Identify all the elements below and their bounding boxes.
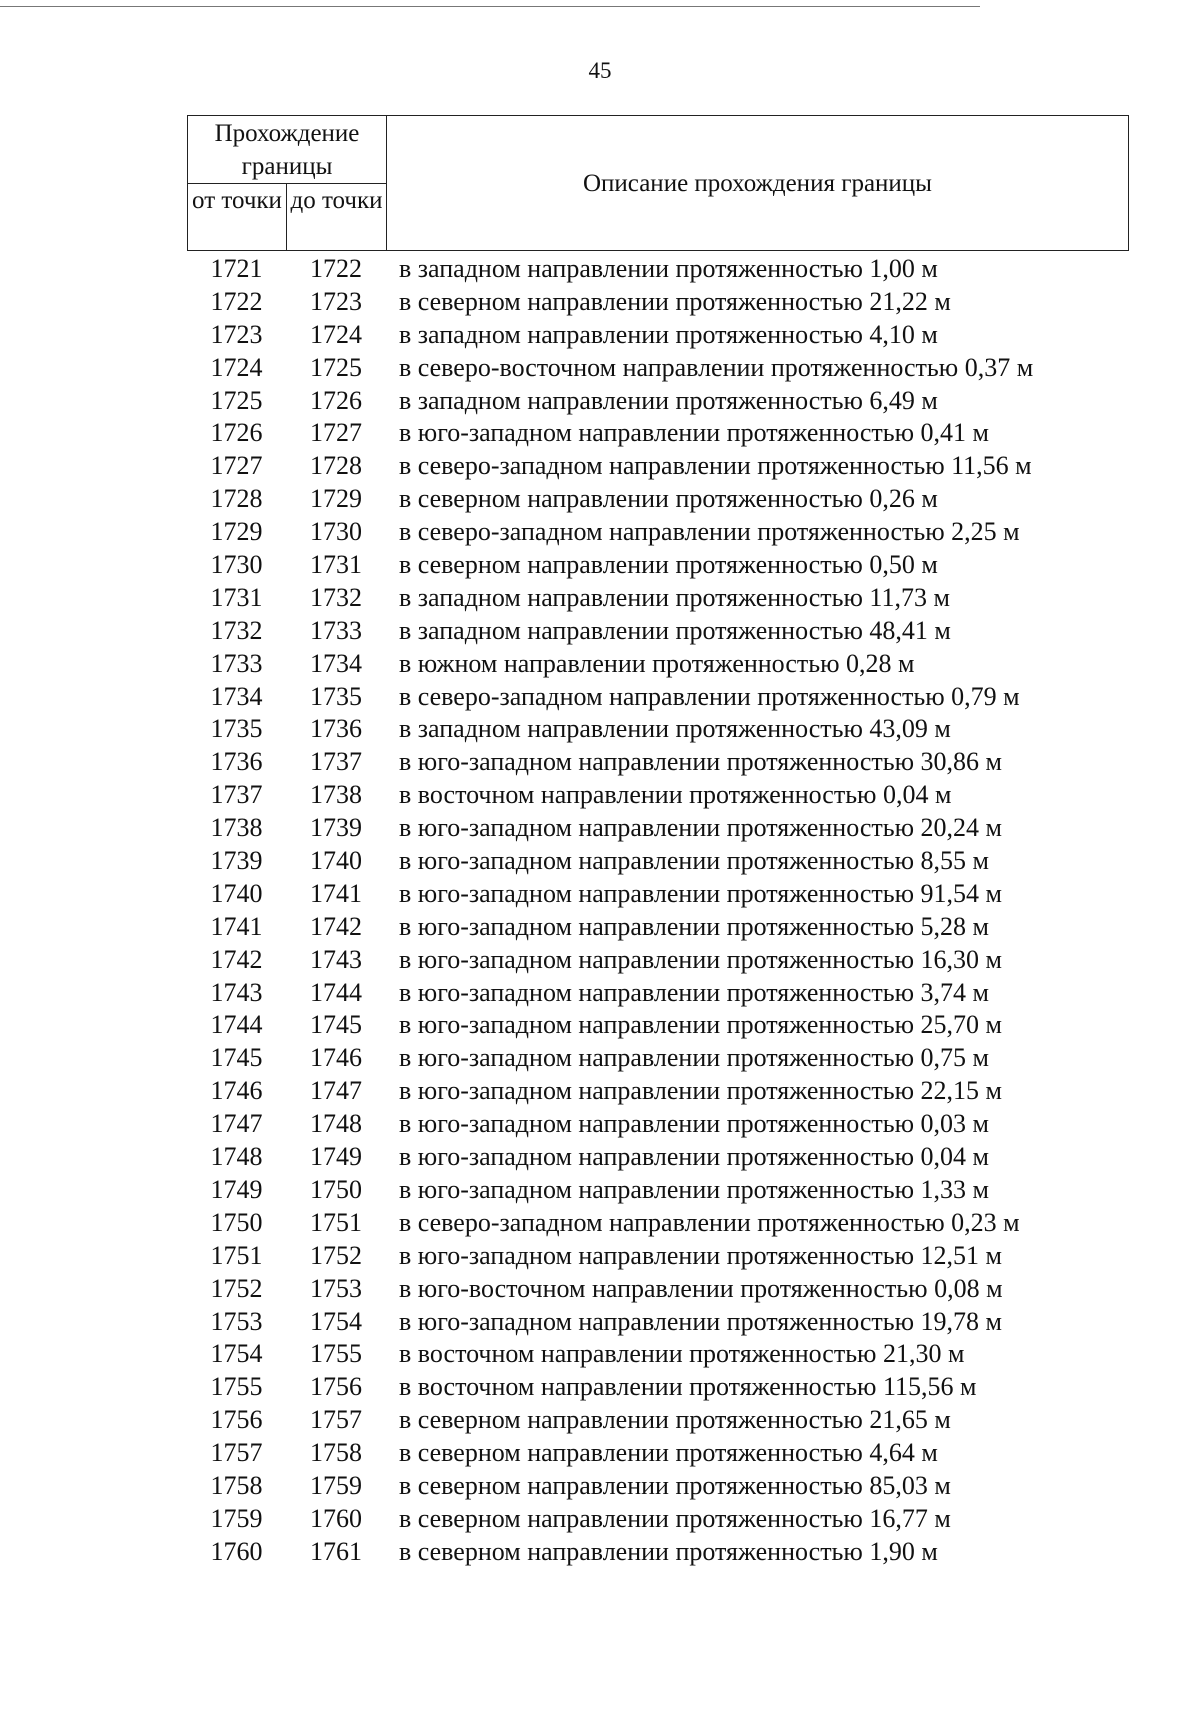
from-point-cell: 1745: [210, 1043, 263, 1073]
to-point-cell: 1745: [310, 1010, 362, 1040]
from-point-cell: 1734: [210, 681, 263, 711]
to-point-cell: 1760: [310, 1503, 362, 1533]
description-cell: в северном направлении протяженностью 21,22 м: [399, 286, 951, 316]
from-point-cell: 1754: [210, 1339, 263, 1369]
table-row: [187, 911, 1129, 944]
description-cell: в западном направлении протяженностью 43,09 м: [399, 714, 951, 744]
description-cell: в западном направлении протяженностью 11,73 м: [399, 582, 950, 612]
table-row: [187, 582, 1129, 615]
description-cell: в северном направлении протяженностью 85,03 м: [399, 1470, 951, 1500]
from-point-cell: 1757: [210, 1438, 263, 1468]
description-cell: в восточном направлении протяженностью 115,56 м: [399, 1372, 977, 1402]
table-row: [187, 1404, 1129, 1437]
description-cell: в северо-западном направлении протяженностью 0,23 м: [399, 1207, 1020, 1237]
to-point-cell: 1758: [310, 1438, 362, 1468]
table-row: [187, 681, 1129, 714]
description-cell: в южном направлении протяженностью 0,28 м: [399, 648, 915, 678]
description-cell: в западном направлении протяженностью 1,00 м: [399, 254, 938, 283]
from-point-cell: 1748: [210, 1142, 263, 1172]
from-point-cell: 1756: [210, 1405, 263, 1435]
to-point-cell: 1733: [310, 615, 362, 645]
table-row: [187, 1009, 1129, 1042]
description-cell: в восточном направлении протяженностью 21,30 м: [399, 1339, 965, 1369]
header-from-point: от точки: [188, 184, 287, 250]
from-point-cell: 1750: [210, 1207, 263, 1237]
description-cell: в юго-западном направлении протяженностью 0,75 м: [399, 1043, 989, 1073]
description-cell: в юго-западном направлении протяженностью 0,41 м: [399, 418, 989, 448]
scan-border-line: [0, 6, 980, 7]
description-cell: в юго-западном направлении протяженностью 3,74 м: [399, 977, 989, 1007]
table-row: [187, 878, 1129, 911]
to-point-cell: 1744: [310, 977, 362, 1007]
description-cell: в юго-западном направлении протяженностью 22,15 м: [399, 1076, 1002, 1106]
from-point-cell: 1749: [210, 1174, 263, 1204]
from-point-cell: 1725: [210, 385, 263, 415]
table-row: [187, 1075, 1129, 1108]
from-point-cell: 1743: [210, 977, 263, 1007]
to-point-cell: 1731: [310, 550, 362, 580]
from-point-cell: 1722: [210, 286, 263, 316]
to-point-cell: 1722: [310, 254, 362, 283]
page-number: 45: [588, 58, 612, 83]
to-point-cell: 1736: [310, 714, 362, 744]
from-point-cell: 1747: [210, 1109, 263, 1139]
to-point-cell: 1730: [310, 517, 362, 547]
description-cell: в юго-западном направлении протяженностью 0,03 м: [399, 1109, 989, 1139]
from-point-cell: 1730: [210, 550, 263, 580]
table-row: [187, 253, 1129, 286]
to-point-cell: 1735: [310, 681, 362, 711]
description-cell: в юго-западном направлении протяженностью 0,04 м: [399, 1142, 989, 1172]
table-row: [187, 516, 1129, 549]
description-cell: в юго-западном направлении протяженностью 30,86 м: [399, 747, 1002, 777]
to-point-cell: 1725: [310, 352, 362, 382]
from-point-cell: 1741: [210, 911, 263, 941]
to-point-cell: 1729: [310, 484, 362, 514]
to-point-cell: 1723: [310, 286, 362, 316]
description-cell: в юго-западном направлении протяженностью 25,70 м: [399, 1010, 1002, 1040]
table-row: [187, 549, 1129, 582]
table-row: [187, 812, 1129, 845]
to-point-cell: 1737: [310, 747, 362, 777]
table-row: [187, 1207, 1129, 1240]
description-cell: в юго-западном направлении протяженностью 91,54 м: [399, 878, 1002, 908]
to-point-cell: 1738: [310, 780, 362, 810]
to-point-cell: 1732: [310, 582, 362, 612]
to-point-cell: 1728: [310, 451, 362, 481]
table-row: [187, 1273, 1129, 1306]
to-point-cell: 1750: [310, 1174, 362, 1204]
table-row: [187, 1338, 1129, 1371]
header-boundary-passage: Прохождение границы: [188, 116, 387, 184]
to-point-cell: 1749: [310, 1142, 362, 1172]
table-row: [187, 1437, 1129, 1470]
from-point-cell: 1729: [210, 517, 263, 547]
to-point-cell: 1751: [310, 1207, 362, 1237]
to-point-cell: 1740: [310, 846, 362, 876]
from-point-cell: 1755: [210, 1372, 263, 1402]
description-cell: в западном направлении протяженностью 48,41 м: [399, 615, 951, 645]
description-cell: в северо-восточном направлении протяженностью 0,37 м: [399, 352, 1034, 382]
table-row: [187, 1306, 1129, 1339]
from-point-cell: 1753: [210, 1306, 263, 1336]
from-point-cell: 1739: [210, 846, 263, 876]
description-cell: в юго-западном направлении протяженностью 8,55 м: [399, 846, 989, 876]
description-cell: в западном направлении протяженностью 6,49 м: [399, 385, 938, 415]
table-row: [187, 746, 1129, 779]
description-cell: в северо-западном направлении протяженностью 2,25 м: [399, 517, 1020, 547]
from-point-cell: 1723: [210, 319, 263, 349]
description-cell: в юго-восточном направлении протяженностью 0,08 м: [399, 1273, 1003, 1303]
from-point-cell: 1737: [210, 780, 263, 810]
table-row: [187, 1108, 1129, 1141]
description-cell: в северном направлении протяженностью 0,50 м: [399, 550, 938, 580]
from-point-cell: 1746: [210, 1076, 263, 1106]
table-row: [187, 385, 1129, 418]
description-cell: в юго-западном направлении протяженностью 1,33 м: [399, 1174, 989, 1204]
description-cell: в юго-западном направлении протяженностью 5,28 м: [399, 911, 989, 941]
from-point-cell: 1744: [210, 1010, 263, 1040]
to-point-cell: 1752: [310, 1240, 362, 1270]
from-point-cell: 1726: [210, 418, 263, 448]
from-point-cell: 1742: [210, 944, 263, 974]
to-point-cell: 1734: [310, 648, 362, 678]
table-row: [187, 352, 1129, 385]
table-row: [187, 1536, 1129, 1569]
to-point-cell: 1726: [310, 385, 362, 415]
from-point-cell: 1752: [210, 1273, 263, 1303]
description-cell: в юго-западном направлении протяженностью 16,30 м: [399, 944, 1002, 974]
table-row: [187, 615, 1129, 648]
to-point-cell: 1743: [310, 944, 362, 974]
from-point-cell: 1727: [210, 451, 263, 481]
from-point-cell: 1735: [210, 714, 263, 744]
from-point-cell: 1733: [210, 648, 263, 678]
from-point-cell: 1751: [210, 1240, 263, 1270]
table-row: [187, 1141, 1129, 1174]
from-point-cell: 1731: [210, 582, 263, 612]
description-cell: в северном направлении протяженностью 21,65 м: [399, 1405, 951, 1435]
to-point-cell: 1759: [310, 1470, 362, 1500]
table-row: [187, 450, 1129, 483]
description-cell: в северном направлении протяженностью 4,64 м: [399, 1438, 938, 1468]
description-cell: в северо-западном направлении протяженностью 11,56 м: [399, 451, 1032, 481]
to-point-cell: 1757: [310, 1405, 362, 1435]
table-row: [187, 319, 1129, 352]
to-point-cell: 1746: [310, 1043, 362, 1073]
description-cell: в северо-западном направлении протяженностью 0,79 м: [399, 681, 1020, 711]
to-point-cell: 1727: [310, 418, 362, 448]
table-header: [187, 115, 1129, 251]
header-description: Описание прохождения границы: [583, 169, 932, 197]
table-row: [187, 417, 1129, 450]
description-cell: в северном направлении протяженностью 0,26 м: [399, 484, 938, 514]
table-body: [187, 253, 1129, 1569]
table-row: [187, 483, 1129, 516]
to-point-cell: 1742: [310, 911, 362, 941]
to-point-cell: 1754: [310, 1306, 362, 1336]
table-row: [187, 1371, 1129, 1404]
from-point-cell: 1758: [210, 1470, 263, 1500]
to-point-cell: 1756: [310, 1372, 362, 1402]
to-point-cell: 1748: [310, 1109, 362, 1139]
from-point-cell: 1736: [210, 747, 263, 777]
description-cell: в северном направлении протяженностью 16,77 м: [399, 1503, 951, 1533]
description-cell: в восточном направлении протяженностью 0,04 м: [399, 780, 952, 810]
to-point-cell: 1724: [310, 319, 362, 349]
to-point-cell: 1755: [310, 1339, 362, 1369]
to-point-cell: 1741: [310, 878, 362, 908]
to-point-cell: 1761: [310, 1536, 362, 1566]
from-point-cell: 1740: [210, 878, 263, 908]
to-point-cell: 1739: [310, 813, 362, 843]
table-row: [187, 779, 1129, 812]
table-row: [187, 1042, 1129, 1075]
to-point-cell: 1753: [310, 1273, 362, 1303]
table-row: [187, 944, 1129, 977]
description-cell: в юго-западном направлении протяженностью 12,51 м: [399, 1240, 1002, 1270]
from-point-cell: 1760: [210, 1536, 263, 1566]
table-row: [187, 648, 1129, 681]
description-cell: в юго-западном направлении протяженностью 20,24 м: [399, 813, 1002, 843]
from-point-cell: 1738: [210, 813, 263, 843]
description-cell: в северном направлении протяженностью 1,90 м: [399, 1536, 938, 1566]
from-point-cell: 1724: [210, 352, 263, 382]
description-cell: в западном направлении протяженностью 4,10 м: [399, 319, 938, 349]
table-row: [187, 1470, 1129, 1503]
table-row: [187, 845, 1129, 878]
from-point-cell: 1759: [210, 1503, 263, 1533]
table-row: [187, 286, 1129, 319]
to-point-cell: 1747: [310, 1076, 362, 1106]
table-row: [187, 1174, 1129, 1207]
table-row: [187, 713, 1129, 746]
table-row: [187, 1240, 1129, 1273]
table-row: [187, 977, 1129, 1010]
from-point-cell: 1732: [210, 615, 263, 645]
from-point-cell: 1728: [210, 484, 263, 514]
header-to-point: до точки: [287, 184, 387, 250]
from-point-cell: 1721: [210, 254, 263, 283]
description-cell: в юго-западном направлении протяженностью 19,78 м: [399, 1306, 1002, 1336]
table-row: [187, 1503, 1129, 1536]
